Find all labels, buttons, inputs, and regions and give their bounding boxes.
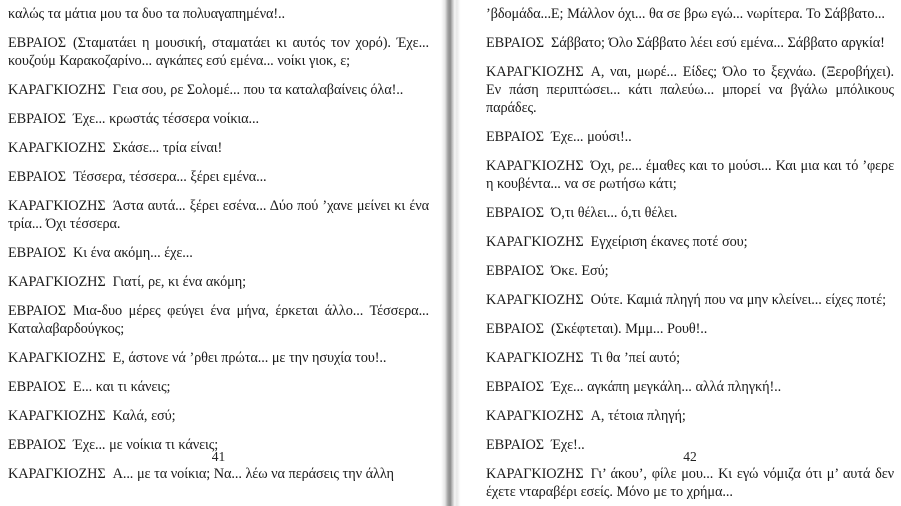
dialogue-paragraph: ΚΑΡΑΓΚΙΟΖΗΣ Ούτε. Καμιά πληγή που να μην κλείνει... είχες ποτέ; bbox=[486, 292, 887, 308]
dialogue-paragraph: ΚΑΡΑΓΚΙΟΖΗΣ Τι θα ’πεί αυτό; bbox=[486, 350, 681, 366]
dialogue-paragraph: ΚΑΡΑΓΚΙΟΖΗΣ Α, τέτοια πληγή; bbox=[486, 408, 686, 424]
book-spine-shadow bbox=[441, 0, 463, 506]
page-right bbox=[486, 5, 894, 506]
dialogue-paragraph: ΕΒΡΑΙΟΣ Έχε... αγκάπη μεγκάλη... αλλά πληγκή!.. bbox=[486, 379, 782, 395]
dialogue-paragraph: ΚΑΡΑΓΚΙΟΖΗΣ Γεια σου, ρε Σολομέ... που τα καταλαβαίνεις όλα!.. bbox=[8, 82, 404, 98]
dialogue-paragraph: ΚΑΡΑΓΚΙΟΖΗΣ Σκάσε... τρία είναι! bbox=[8, 140, 223, 156]
dialogue-paragraph: ΕΒΡΑΙΟΣ Έχε!.. bbox=[486, 437, 585, 453]
dialogue-paragraph: ΚΑΡΑΓΚΙΟΖΗΣ Εγχείριση έκανες ποτέ σου; bbox=[486, 234, 748, 250]
dialogue-paragraph: ΚΑΡΑΓΚΙΟΖΗΣ Καλά, εσύ; bbox=[8, 408, 176, 424]
dialogue-paragraph: ΕΒΡΑΙΟΣ Ε... και τι κάνεις; bbox=[8, 379, 171, 395]
dialogue-paragraph: ΚΑΡΑΓΚΙΟΖΗΣ Ε, άστονε νά ’ρθει πρώτα... με την ησυχία του!.. bbox=[8, 350, 387, 366]
dialogue-paragraph: ΕΒΡΑΙΟΣ Μια-δυο μέρες φεύγει ένα μήνα, έρκεται άλλο... Τέσσερα... Καταλαβαρδούγκος; bbox=[8, 303, 429, 337]
dialogue-paragraph: ΚΑΡΑΓΚΙΟΖΗΣ Α, ναι, μωρέ... Είδες; Όλο το ξεχνάω. (Ξεροβήχει). Εν πάση περιπτώσει... κάτι παλεύω... μπορεί να βγάλω μπόλικους παράδες. bbox=[486, 64, 894, 116]
dialogue-paragraph: ΕΒΡΑΙΟΣ Ό,τι θέλει... ό,τι θέλει. bbox=[486, 205, 678, 221]
dialogue-paragraph: καλώς τα μάτια μου τα δυο τα πολυαγαπημένα!.. bbox=[8, 6, 285, 22]
dialogue-paragraph: ΕΒΡΑΙΟΣ Έχε... μούσι!.. bbox=[486, 129, 632, 145]
dialogue-paragraph: ΚΑΡΑΓΚΙΟΖΗΣ Γι’ άκου’, φίλε μου... Κι εγώ νόμιζα ότι μ’ αυτά δεν έχετε νταραβέρι εσείς. Μόνο με το χρήμα... bbox=[486, 466, 894, 500]
dialogue-paragraph: ΚΑΡΑΓΚΙΟΖΗΣ Α... με τα νοίκια; Να... λέω να περάσεις την άλλη bbox=[8, 466, 394, 482]
dialogue-paragraph: ΚΑΡΑΓΚΙΟΖΗΣ Άστα αυτά... ξέρει εσένα... Δύο πού ’χανε μείνει κι ένα τρία... Όχι τέσσερα. bbox=[8, 198, 429, 232]
dialogue-paragraph: ΕΒΡΑΙΟΣ Έχε... με νοίκια τι κάνεις; bbox=[8, 437, 219, 453]
dialogue-paragraph: ΕΒΡΑΙΟΣ Όκε. Εσύ; bbox=[486, 263, 609, 279]
page-number-right: 42 bbox=[683, 449, 697, 464]
page-left bbox=[8, 5, 429, 506]
page-right-text bbox=[486, 5, 894, 501]
dialogue-paragraph: ΚΑΡΑΓΚΙΟΖΗΣ Όχι, ρε... έμαθες και το μούσι... Και μια και τό ’φερε η κουβέντα... να σε ρωτήσω κάτι; bbox=[486, 158, 894, 192]
dialogue-paragraph: ΕΒΡΑΙΟΣ Τέσσερα, τέσσερα... ξέρει εμένα... bbox=[8, 169, 267, 185]
page-number-left: 41 bbox=[211, 449, 226, 464]
dialogue-paragraph: ΚΑΡΑΓΚΙΟΖΗΣ Γιατί, ρε, κι ένα ακόμη; bbox=[8, 274, 246, 290]
dialogue-paragraph: ΕΒΡΑΙΟΣ Σάββατο; Όλο Σάββατο λέει εσύ εμένα... Σάββατο αργκία! bbox=[486, 35, 885, 51]
page-left-text bbox=[8, 5, 429, 483]
dialogue-paragraph: ΕΒΡΑΙΟΣ Κι ένα ακόμη... έχε... bbox=[8, 245, 193, 261]
dialogue-paragraph: ΕΒΡΑΙΟΣ (Σταματάει η μουσική, σταματάει κι αυτός τον χορό). Έχε... κουζούμ Καρακοζαρίνο... αγκάπες εσύ εμένα... νοίκι γιοκ, ε; bbox=[8, 35, 429, 69]
dialogue-paragraph: ΕΒΡΑΙΟΣ (Σκέφτεται). Μμμ... Ρουθ!.. bbox=[486, 321, 708, 337]
dialogue-paragraph: ΕΒΡΑΙΟΣ Έχε... κρωστάς τέσσερα νοίκια... bbox=[8, 111, 259, 127]
dialogue-paragraph: ’βδομάδα...Ε; Μάλλον όχι... θα σε βρω εγώ... νωρίτερα. Το Σάββατο... bbox=[486, 6, 885, 22]
